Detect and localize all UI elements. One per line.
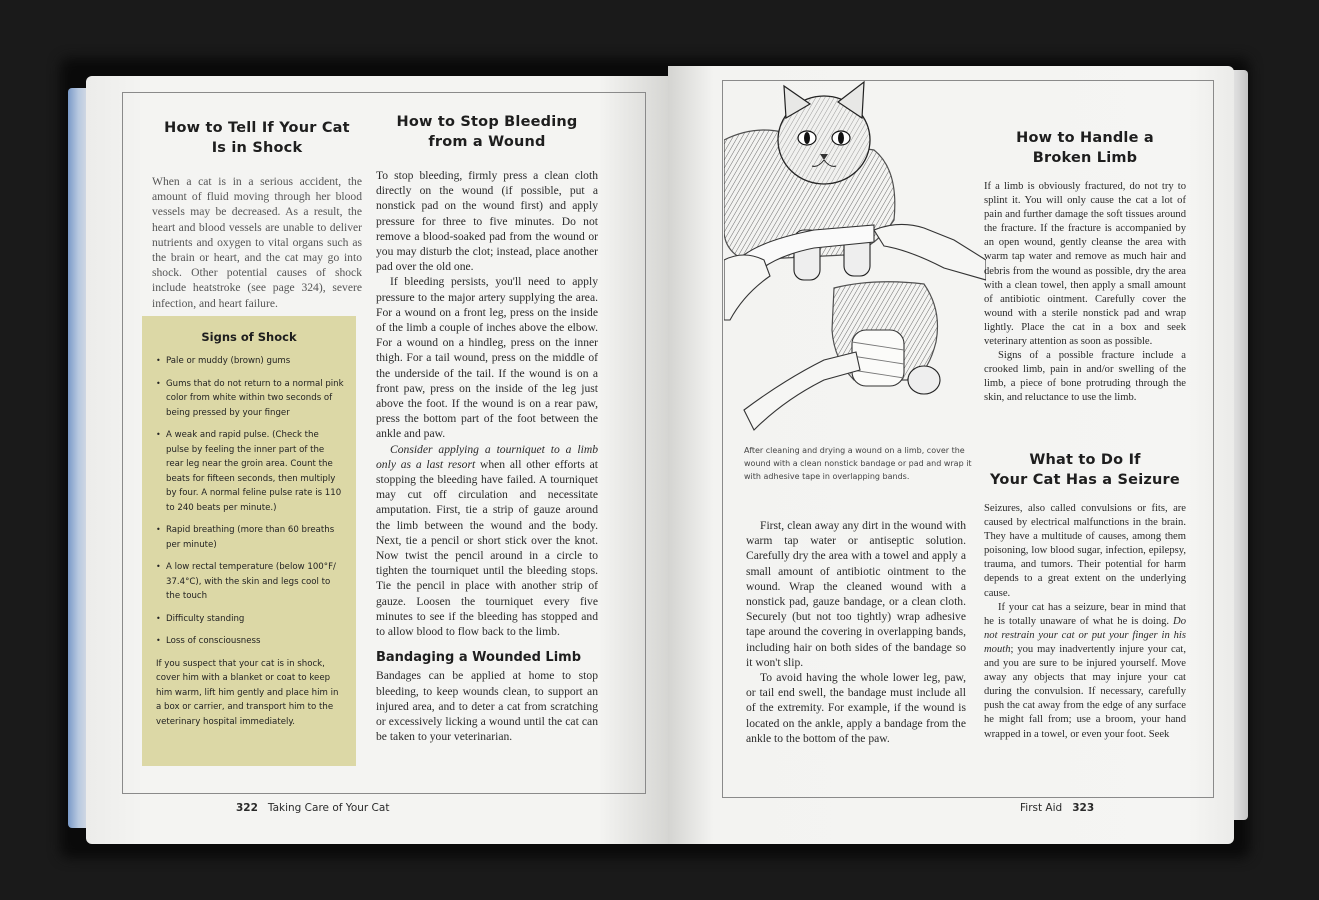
broken-limb-section bbox=[984, 128, 1186, 406]
signs-list bbox=[142, 354, 356, 649]
seizure-title-line2: Your Cat Has a Seizure bbox=[990, 472, 1180, 488]
bandage-para1: First, clean away any dirt in the wound with warm tap water or antiseptic solution. Carefully dry the area with a towel and apply a small amount of antibiotic ointment to the wound. Wrap the cleaned wound with a nonstick pad, gauze bandage, or a clean cloth. Securely (but not too tightly) wrap adhesive tape around the covering in overlapping bands, including hair on both sides of the bandage so it won't slip. bbox=[746, 519, 966, 669]
page-number-right: 323 bbox=[1072, 802, 1095, 814]
signs-list-item: • Difficulty standing bbox=[156, 612, 344, 627]
seizure-para2-end: ; you may inadvertently injure your cat, and you are sure to be injured yourself. Move away any objects that may injure your cat during the convulsion. If necessary, carefully push the cat away from the edge of any surface he might fall from; use a broom, your hand wrapped in a towel, or even your foot. Seek bbox=[984, 643, 1186, 740]
bandaging-title: Bandaging a Wounded Limb bbox=[376, 650, 582, 666]
shock-title-line2: Is in Shock bbox=[211, 140, 303, 156]
limb-title bbox=[984, 128, 1186, 168]
signs-list-item: • Gums that do not return to a normal pink color from white within two seconds of being pressed by your finger bbox=[156, 377, 344, 421]
right-page bbox=[668, 66, 1234, 844]
tourniquet-italic: Consider applying a tourniquet to a limb only as a last resort bbox=[376, 442, 598, 471]
bandage-continuation bbox=[746, 518, 966, 746]
tourniquet-rest: when all other efforts at stopping the bleeding have failed. A tourniquet may cut off circulation and necessitate amputation. First, tie a strip of gauze around the limb between the wound and the body. Next, tie a pencil or short stick over the knot. Now twist the pencil around in a circle to tighten the tourniquet until the bleeding stops. Tie the pencil in place with another strip of gauze. Loosen the tourniquet every five minutes to see if the bleeding has stopped and to allow blood to flow back to the limb. bbox=[376, 457, 598, 639]
shock-title bbox=[152, 118, 362, 158]
signs-of-shock-box bbox=[142, 316, 356, 766]
seizure-para1: Seizures, also called convulsions or fits, are caused by electrical malfunctions in the brain. They have a multitude of causes, among them poisoning, low blood sugar, infection, epilepsy, trauma, and tumors. Their potential for harm depends to a great extent on the underlying cause. bbox=[984, 503, 1186, 599]
seizure-para2 bbox=[984, 601, 1186, 742]
bleeding-para2: If bleeding persists, you'll need to apply pressure to the major artery supplying the area. For a wound on a front leg, press on the inside of the limb a couple of inches above the elbow. For a wound on a hindleg, press on the inner thigh. For a tail wound, press on the middle of the underside of the tail. If the wound is on a front paw, press on the inside of the leg just above the foot. If the wound is on a rear paw, press the bottom part of the foot between the ankle and paw. bbox=[376, 275, 598, 441]
illustration-caption: After cleaning and drying a wound on a limb, cover the wound with a clean nonstick bandage or pad and wrap it with adhesive tape in overlapping bands. bbox=[744, 446, 972, 481]
limb-para1: If a limb is obviously fractured, do not try to splint it. You will only cause the cat a lot of pain and further damage the soft tissues around the fracture. If the fracture is accompanied by an open wound, gently cleanse the area with warm tap water and remove as much hair and debris from the wound as possible, dry the area with a clean towel, then apply a small amount of antibiotic ointment. Carefully cover the wound with a sterile nonstick pad and wrap lightly. Place the cat in a box and seek veterinary attention as soon as possible. bbox=[984, 181, 1186, 348]
seizure-italic: Do not restrain your cat or put your finger in his mouth bbox=[984, 615, 1186, 655]
signs-box-note: If you suspect that your cat is in shock, cover him with a blanket or coat to keep him warm, lift him gently and place him in a box or carrier, and transport him to the veterinary hospital immediately. bbox=[156, 658, 339, 727]
signs-list-item: • Rapid breathing (more than 60 breaths per minute) bbox=[156, 523, 344, 552]
signs-list-item: • Pale or muddy (brown) gums bbox=[156, 354, 344, 369]
signs-list-item: • A low rectal temperature (below 100°F/ 37.4°C), with the skin and legs cool to the touch bbox=[156, 560, 344, 604]
bleeding-para1: To stop bleeding, firmly press a clean cloth directly on the wound (if possible, put a nonstick pad on the wound first) and apply pressure for three to five minutes. Do not remove a blood-soaked pad from the wound or you may disturb the clot; instead, place another pad over the old one. bbox=[376, 169, 598, 274]
signs-box-title: Signs of Shock bbox=[201, 330, 297, 344]
bandage-para2: To avoid having the whole lower leg, paw, or tail end swell, the bandage must include all of the extremity. For example, if the wound is located on the ankle, apply a bandage from the ankle to the bottom of the paw. bbox=[746, 671, 966, 745]
left-page bbox=[86, 76, 668, 844]
shock-section bbox=[152, 118, 362, 311]
signs-list-item: • Loss of consciousness bbox=[156, 634, 344, 649]
left-footer bbox=[236, 802, 389, 814]
limb-title-line2: Broken Limb bbox=[1032, 150, 1138, 166]
shock-body: When a cat is in a serious accident, the amount of fluid moving through her blood vessels may be decreased. As a result, the heart and blood vessels are unable to deliver nutrients and oxygen to vital organs such as the brain or heart, and the cat may go into shock. Other potential causes of shock include heatstroke (see page 324), severe infection, and heart failure. bbox=[152, 175, 362, 310]
bandaging-body: Bandages can be applied at home to stop bleeding, to keep wounds clean, to support an injured area, and to deter a cat from scratching or excessively licking a wound until the cat can be taken to your veterinarian. bbox=[376, 669, 598, 744]
shock-title-line1: How to Tell If Your Cat bbox=[164, 120, 350, 136]
page-number-left: 322 bbox=[236, 802, 258, 814]
running-head-left: Taking Care of Your Cat bbox=[267, 802, 390, 814]
bleeding-title bbox=[376, 112, 598, 152]
running-head-right: First Aid bbox=[1020, 802, 1063, 814]
bleeding-para3 bbox=[376, 442, 598, 640]
bleeding-section bbox=[376, 112, 598, 744]
right-footer bbox=[1020, 802, 1104, 814]
cat-bandage-illustration bbox=[724, 80, 986, 440]
seizure-title-line1: What to Do If bbox=[1029, 452, 1141, 468]
limb-title-line1: How to Handle a bbox=[1016, 130, 1154, 146]
seizure-section bbox=[984, 450, 1186, 742]
limb-para2: Signs of a possible fracture include a crooked limb, pain in and/or swelling of the limb, a piece of bone protruding through the skin, and reluctance to use the limb. bbox=[984, 350, 1186, 404]
signs-list-item: • A weak and rapid pulse. (Check the pulse by feeling the inner part of the rear leg near the groin area. Count the beats for fifteen seconds, then multiply by four. A normal feline pulse rate is 110 to 240 beats per minute.) bbox=[156, 428, 344, 515]
bleeding-title-line2: from a Wound bbox=[428, 134, 546, 150]
seizure-title bbox=[984, 450, 1186, 490]
seizure-para2-start: If your cat has a seizure, bear in mind that he is totally unaware of what he is doing. bbox=[984, 601, 1186, 627]
bleeding-title-line1: How to Stop Bleeding bbox=[396, 114, 578, 130]
